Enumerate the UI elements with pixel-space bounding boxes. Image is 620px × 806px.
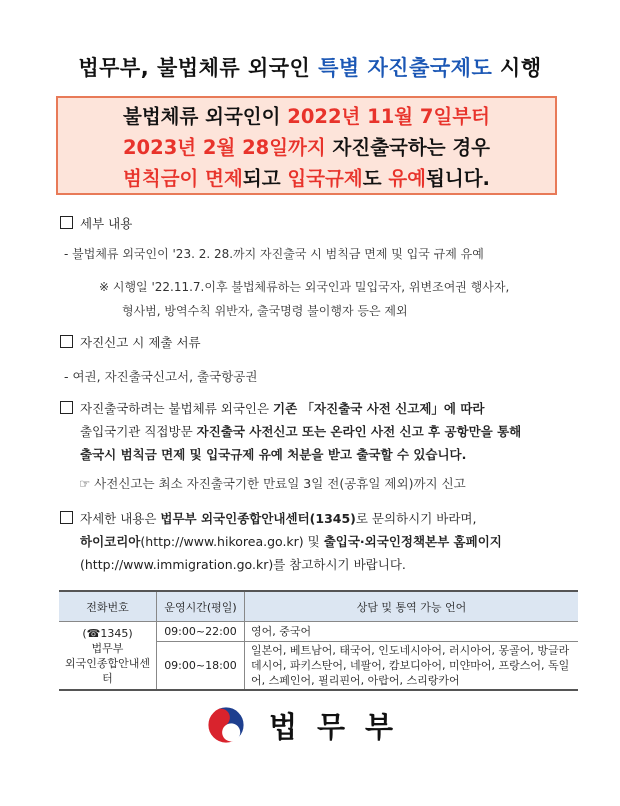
banner-deferral: 유예 [388,167,427,190]
banner-text: 도 [362,167,389,190]
banner-text: 불법체류 외국인이 [122,105,288,128]
table-header-hours: 운영시간(평일) [157,591,245,622]
banner-line-3 [58,163,555,194]
phone-cell [59,622,157,691]
hikorea-url: (http://www.hikorea.go.kr) 및 [140,534,324,549]
taegeuk-emblem-icon [207,706,245,744]
hikorea-name: 하이코리아 [80,534,141,549]
contact-table [59,590,578,691]
banner-text: 됩니다. [426,167,490,190]
contact-text: 로 문의하시기 바라며, [355,511,477,526]
banner-fine-exemption: 범칙금이 면제 [123,167,243,190]
procedure-emphasis: 기존 「자진출국 사전 신고제」에 따라 [273,401,485,416]
docs-item: - 여권, 자진출국신고서, 출국항공권 [64,369,258,384]
hours-cell: 09:00~18:00 [157,642,245,691]
phone-number: (☎1345) [82,626,133,640]
checkbox-square-icon [60,335,73,348]
docs-heading [60,333,201,351]
title-suffix: 시행 [492,56,542,80]
procedure-text: 출입국기관 직접방문 [80,424,197,439]
detail-item: - 불법체류 외국인이 '23. 2. 28.까지 자진출국 시 범칙금 면제 및 입국 규제 유예 [64,247,484,261]
checkbox-square-icon [60,401,73,414]
page-title [0,52,620,82]
title-text: 법무부, 불법체류 외국인 [78,56,319,80]
detail-heading [60,214,132,232]
contact-paragraph [60,507,580,576]
table-header-languages: 상담 및 통역 가능 언어 [245,591,579,622]
detail-heading-text: 세부 내용 [80,216,133,231]
ministry-name: 법무부 [268,709,414,744]
banner-text: 자진출국하는 경우 [325,136,491,159]
phone-center: 외국인종합안내센터 [64,656,150,685]
banner-line-1 [58,101,555,132]
procedure-line-3: 출국시 범칙금 면제 및 입국규제 유예 처분을 받고 출국할 수 있습니다. [80,447,467,462]
highlight-banner [56,96,557,195]
phone-org: 법무부 [91,641,124,655]
languages-cell: 일본어, 베트남어, 태국어, 인도네시아어, 러시아어, 몽골어, 방글라데시어, 파키스탄어, 네팔어, 캄보디아어, 미얀마어, 프랑스어, 독일어, 스페인어, 필리핀어, 아랍어, 스리랑카어 [245,642,579,691]
banner-text: 되고 [242,167,288,190]
contact-text: 자세한 내용은 [80,511,161,526]
checkbox-square-icon [60,216,73,229]
contact-line-3: (http://www.immigration.go.kr)를 참고하시기 바랍니다. [80,557,406,572]
checkbox-square-icon [60,511,73,524]
footer [0,700,620,750]
procedure-line-1 [60,397,580,420]
procedure-paragraph [60,397,580,466]
contact-line-1 [60,507,580,530]
contact-line-2 [60,530,580,553]
hours-cell: 09:00~22:00 [157,622,245,642]
banner-end-date: 2023년 2월 28일까지 [122,136,326,159]
table-header-row [59,591,578,622]
docs-heading-text: 자진신고 시 제출 서류 [80,335,201,350]
procedure-emphasis: 자진출국 사전신고 또는 온라인 사전 신고 후 공항만을 통해 [196,424,522,439]
banner-line-2 [58,132,555,163]
table-header-phone: 전화번호 [59,591,157,622]
contact-center-name: 법무부 외국인종합안내센터(1345) [160,511,356,526]
detail-note-line-2: 형사범, 방역수칙 위반자, 출국명령 불이행자 등은 제외 [122,304,408,318]
procedure-text: 자진출국하려는 불법체류 외국인은 [80,401,274,416]
title-highlight: 특별 자진출국제도 [318,56,493,80]
languages-cell: 영어, 중국어 [245,622,579,642]
procedure-note: ☞ 사전신고는 최소 자진출국기한 만료일 3일 전(공휴일 제외)까지 신고 [79,476,466,491]
procedure-line-2 [60,420,580,443]
table-row [59,622,578,642]
banner-start-date: 2022년 11월 7일부터 [287,105,491,128]
banner-entry-restriction: 입국규제 [287,167,363,190]
detail-note-line-1: ※ 시행일 '22.11.7.이후 불법체류하는 외국인과 밀입국자, 위변조여권 행사자, [99,280,510,294]
immigration-site-name: 출입국·외국인정책본부 홈페이지 [323,534,502,549]
